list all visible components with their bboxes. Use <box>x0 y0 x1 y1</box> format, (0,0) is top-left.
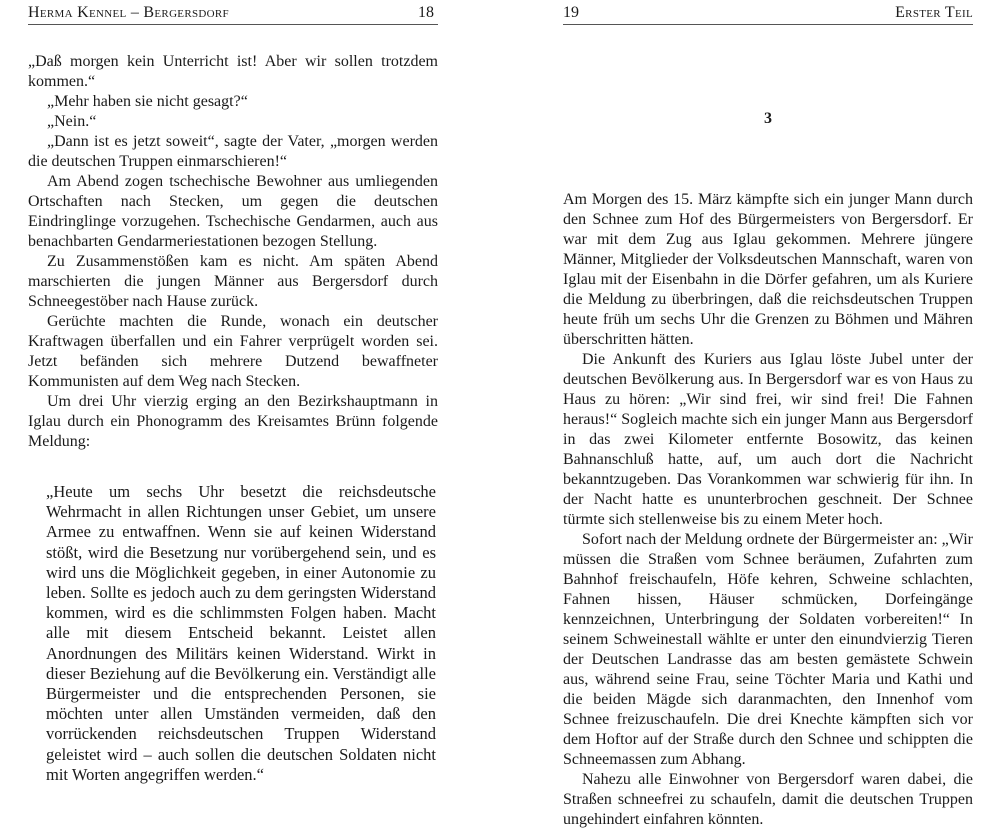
right-page <box>563 0 973 828</box>
quoted-message <box>28 482 438 785</box>
right-page-number: 19 <box>563 4 579 21</box>
chapter-number: 3 <box>764 110 772 127</box>
paragraph: „Mehr haben sie nicht gesagt?“ <box>47 93 248 110</box>
paragraph: Nahezu alle Einwohner von Bergersdorf waren dabei, die Straßen schneefrei zu schaufeln, damit die deutschen Truppen ungehindert einfahren könnten. <box>563 771 973 828</box>
right-header-title: Erster Teil <box>895 4 973 21</box>
left-header-title: Herma Kennel – Bergersdorf <box>28 4 229 21</box>
paragraph: „Nein.“ <box>47 113 97 130</box>
paragraph: Gerüchte machten die Runde, wonach ein deutscher Kraftwagen überfallen und ein Fahrer verprügelt worden sei. Jetzt befänden sich mehrere Dutzend bewaffneter Kommunisten auf dem Weg nach Stecken. <box>28 313 438 390</box>
left-page <box>28 0 438 800</box>
paragraph: „Daß morgen kein Unterricht ist! Aber wir sollen trotzdem kommen.“ <box>28 53 438 90</box>
quote-text: „Heute um sechs Uhr besetzt die reichsdeutsche Wehrmacht in allen Richtungen unser Gebiet, um unsere Armee zu entwaffnen. Wenn sie auf keinen Widerstand stößt, wird die Besetzung nur vorübergehend sein, und es wird uns die Möglichkeit gegeben, in einer Autonomie zu leben. Sollte es jedoch auch zu dem geringsten Widerstand kommen, wird es die schlimmsten Folgen haben. Macht alle mit diesem Entscheid bekannt. Leistet allen Anordnungen des Militärs keinen Widerstand. Wirkt in dieser Beziehung auf die Bevölkerung ein. Verständigt alle Bürgermeister und die entsprechenden Personen, sie möchten unter allen Umständen vermeiden, daß den vorrückenden reichsdeutschen Truppen Widerstand geleistet wird – auch sollen die deutschen Soldaten nicht mit Worten angegriffen werden.“ <box>46 482 436 784</box>
left-page-body <box>28 52 438 785</box>
paragraph: Um drei Uhr vierzig erging an den Bezirkshauptmann in Iglau durch ein Phonogramm des Kreisamtes Brünn folgende Meldung: <box>28 393 438 450</box>
paragraph: „Dann ist es jetzt soweit“, sagte der Vater, „morgen werden die deutschen Truppen einmarschieren!“ <box>28 133 438 170</box>
paragraph: Die Ankunft des Kuriers aus Iglau löste Jubel unter der deutschen Bevölkerung aus. In Bergersdorf war es von Haus zu Haus zu hören: „Wir sind frei, wir sind frei! Die Fahnen heraus!“ Sogleich machte sich ein junger Mann aus Bergersdorf in das zwei Kilometer entfernte Bosowitz, das keinen Bahnanschluß hatte, auf, um auch dort die Nachricht bekanntzugeben. Das Vorankommen war schwierig für ihn. In der Nacht hatte es ununterbrochen geschneit. Der Schnee türmte sich stellenweise bis zu einem Meter hoch. <box>563 351 973 528</box>
paragraph: Sofort nach der Meldung ordnete der Bürgermeister an: „Wir müssen die Straßen vom Schnee beräumen, Zufahrten zum Bahnhof freischaufeln, Höfe kehren, Schweine schlachten, Fahnen hissen, Häuser schmücken, Dorfeingänge kennzeichnen, Unterbringung der Soldaten vorbereiten!“ In seinem Schweinestall wählte er unter den einundvierzig Tieren der Deutschen Landrasse das am besten gemästete Schwein aus, während seine Frau, seine Töchter Maria und Kathi und die beiden Mägde sich daranmachten, den Innenhof vom Schnee freizuschaufeln. Die drei Knechte kämpften sich vor dem Hoftor auf der Straße durch den Schnee und schippten die Schneemassen zum Abhang. <box>563 531 973 768</box>
paragraph: Am Abend zogen tschechische Bewohner aus umliegenden Ortschaften nach Stecken, um gegen die deutschen Eindringlinge vorzugehen. Tschechische Gendarmen, auch aus benachbarten Gendarmeriestationen bezogen Stellung. <box>28 173 438 250</box>
right-running-header <box>563 4 973 25</box>
paragraph: Am Morgen des 15. März kämpfte sich ein junger Mann durch den Schnee zum Hof des Bürgermeisters von Bergersdorf. Er war mit dem Zug aus Iglau gekommen. Mehrere jüngere Männer, Mitglieder der Volksdeutschen Mannschaft, waren von Iglau mit der Eisenbahn in die Dörfer gefahren, um als Kuriere die Meldung zu überbringen, daß die reichsdeutschen Truppen heute früh um sechs Uhr die Grenzen zu Böhmen und Mähren überschritten hätten. <box>563 191 973 348</box>
right-page-body <box>563 190 973 830</box>
paragraph: Zu Zusammenstößen kam es nicht. Am späten Abend marschierten die jungen Männer aus Bergersdorf durch Schneegestöber nach Hause zurück. <box>28 253 438 310</box>
left-page-number: 18 <box>418 4 434 21</box>
left-running-header <box>28 4 438 25</box>
